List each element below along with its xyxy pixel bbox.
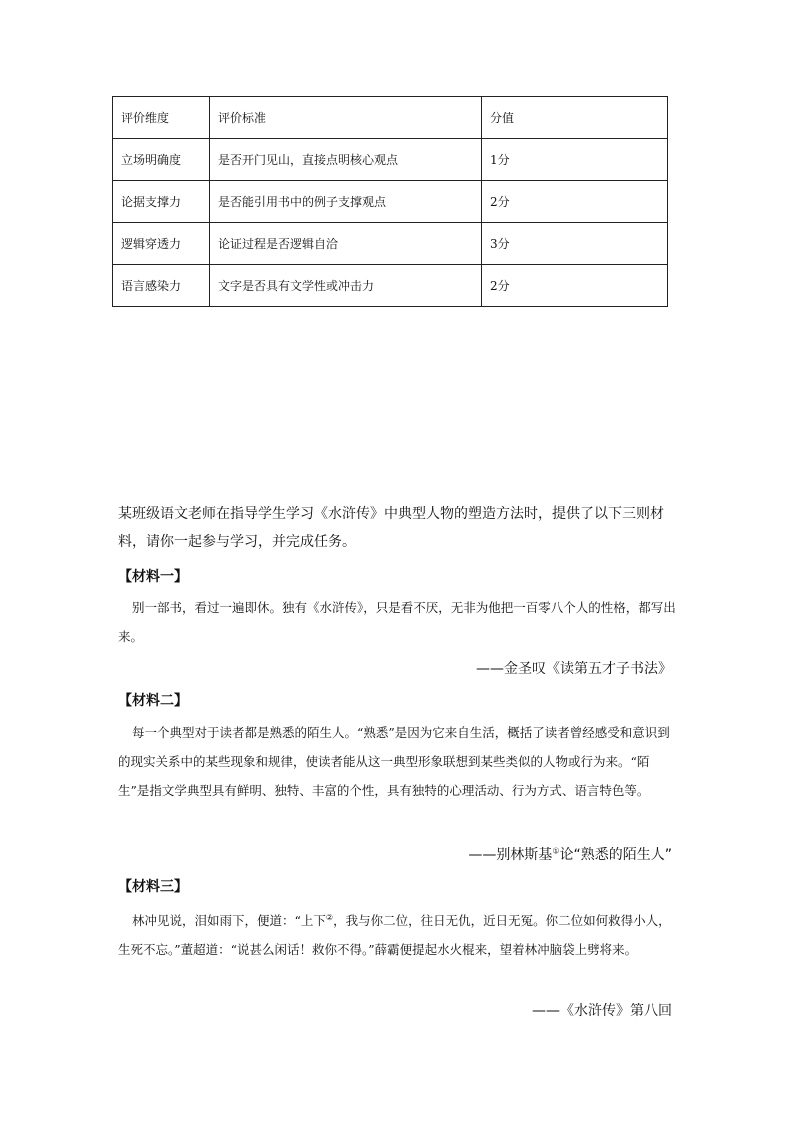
table-row [113, 139, 668, 181]
row-criteria: 论证过程是否逻辑自洽 [210, 223, 482, 265]
header-criteria: 评价标准 [210, 97, 482, 139]
material-two-source-author: ——别林斯基 [468, 847, 553, 863]
row-dimension: 逻辑穿透力 [113, 223, 210, 265]
evaluation-rubric-table [112, 96, 668, 307]
row-dimension: 语言感染力 [113, 265, 210, 307]
row-criteria: 文字是否具有文学性或冲击力 [210, 265, 482, 307]
material-three-title: 【材料三】 [118, 879, 188, 895]
footnote-marker-one: ① [552, 846, 560, 856]
table-row [113, 265, 668, 307]
row-score: 1分 [482, 139, 668, 181]
material-three-body-start: 林冲见说，泪如雨下，便道：“上下 [132, 913, 326, 929]
material-two-source-title: 论“熟悉的陌生人” [559, 847, 672, 863]
row-dimension: 论据支撑力 [113, 181, 210, 223]
row-criteria: 是否能引用书中的例子支撑观点 [210, 181, 482, 223]
material-one-title: 【材料一】 [118, 569, 188, 585]
material-one-body: 别一部书，看过一遍即休。独有《水浒传》，只是看不厌，无非为他把一百零八个人的性格，都写出来。 [118, 600, 676, 644]
row-dimension: 立场明确度 [113, 139, 210, 181]
header-dimension: 评价维度 [113, 97, 210, 139]
task-introduction: 某班级语文老师在指导学生学习《水浒传》中典型人物的塑造方法时，提供了以下三则材料，请你一起参与学习，并完成任务。 [118, 506, 664, 550]
row-score: 2分 [482, 265, 668, 307]
material-two-title: 【材料二】 [118, 693, 188, 709]
header-score: 分值 [482, 97, 668, 139]
row-score: 2分 [482, 181, 668, 223]
material-two-source [468, 844, 672, 864]
footnote-marker-two: ② [325, 913, 334, 922]
material-one-source: ——金圣叹《读第五才子书法》 [476, 661, 672, 677]
table-row [113, 223, 668, 265]
material-one-text [118, 593, 678, 651]
table-row [113, 181, 668, 223]
table-header-row [113, 97, 668, 139]
material-two-body: 每一个典型对于读者都是熟悉的陌生人。“熟悉”是因为它来自生活，概括了读者曾经感受和意识到的现实关系中的某些现象和规律，使读者能从这一典型形象联想到某些类似的人物或行为来。“陌生”是指文学典型具有鲜明、独特、丰富的个性，具有独特的心理活动、行为方式、语言特色等。 [118, 725, 670, 798]
row-score: 3分 [482, 223, 668, 265]
material-three-body-end: ，我与你二位，往日无仇，近日无冤。你二位如何救得小人，生死不忘。”董超道：“说甚么闲话！救你不得。”薛霸便提起水火棍来，望着林冲脑袋上劈将来。 [118, 913, 671, 958]
material-two-text [118, 718, 678, 805]
material-three-text [118, 903, 678, 964]
row-criteria: 是否开门见山，直接点明核心观点 [210, 139, 482, 181]
material-three-source: ——《水浒传》第八回 [532, 1003, 672, 1019]
